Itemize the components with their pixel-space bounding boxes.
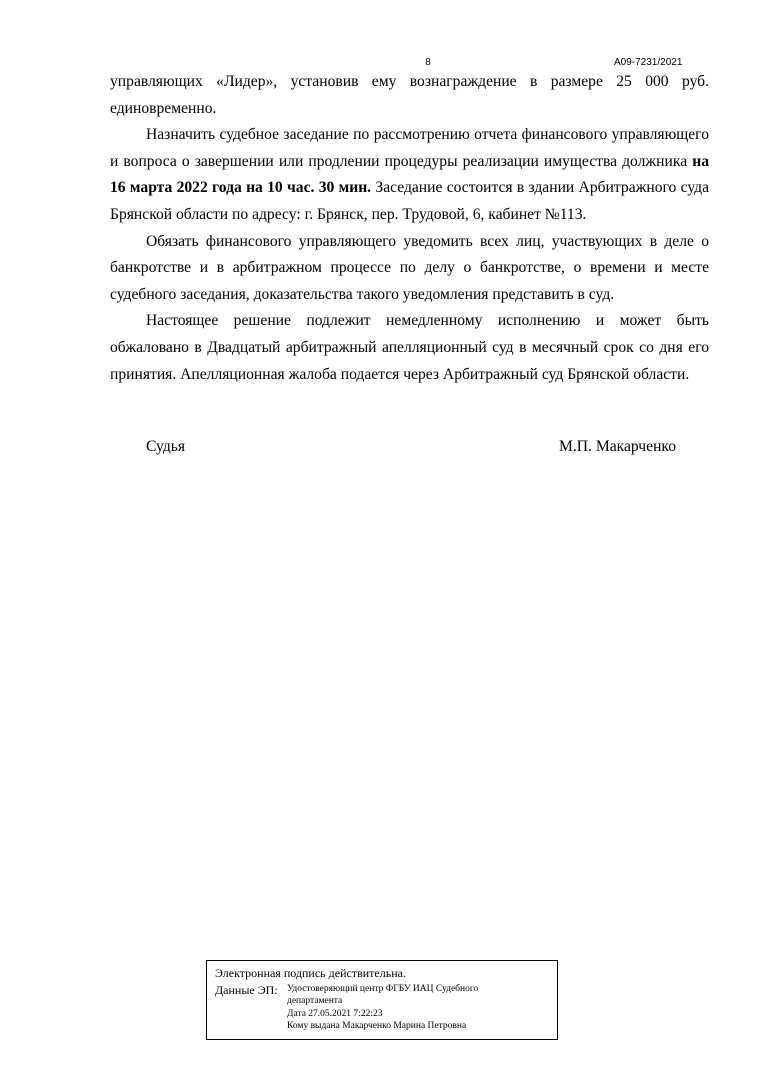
case-number: А09-7231/2021 (614, 57, 683, 68)
judge-name: М.П. Макарченко (559, 438, 676, 455)
hearing-text-end: Заседание состоится в здании Арбитражного суда Брянской области по адресу: г. Брянск, пер. Трудовой, 6, кабинет №113. (110, 179, 710, 223)
hearing-text-start: Назначить судебное заседание по рассмотрению отчета финансового управляющего и вопроса о завершении или продлении процедуры реализации имущества должника (110, 126, 709, 170)
paragraph-appeal: Настоящее решение подлежит немедленному исполнению и может быть обжаловано в Двадцатый арбитражный апелляционный суд в месячный срок со дня его принятия. Апелляционная жалоба подается через Арбитражный суд Брянской области. (110, 312, 709, 383)
esig-title: Электронная подпись действительна. (215, 966, 406, 980)
paragraph-hearing (110, 122, 709, 228)
esig-issuer: Удостоверяющий центр ФГБУ ИАЦ Судебного (287, 984, 479, 994)
hearing-date: на 16 марта 2022 года на 10 час. 30 мин. (110, 152, 709, 197)
esig-issuer-cont: департамента (287, 996, 343, 1007)
esig-holder: Кому выдана Макарченко Марина Петровна (287, 1021, 467, 1032)
esig-details (287, 983, 478, 1033)
electronic-signature-box (206, 960, 558, 1040)
document-body (110, 69, 709, 388)
esig-label: Данные ЭП: (215, 983, 278, 997)
page-number: 8 (425, 57, 431, 68)
esig-date: Дата 27.05.2021 7:22:23 (287, 1008, 383, 1019)
paragraph-notification: Обязать финансового управляющего уведомить всех лиц, участвующих в деле о банкротстве и в арбитражном процессе по делу о банкротстве, о времени и месте судебного заседания, доказательства такого уведомления представить в суд. (110, 232, 709, 303)
judge-label: Судья (146, 438, 186, 455)
esig-data-row (215, 983, 549, 1033)
signature-row (146, 438, 676, 456)
paragraph-remuneration: управляющих «Лидер», установив ему вознаграждение в размере 25 000 руб. единовременно. (110, 73, 709, 117)
